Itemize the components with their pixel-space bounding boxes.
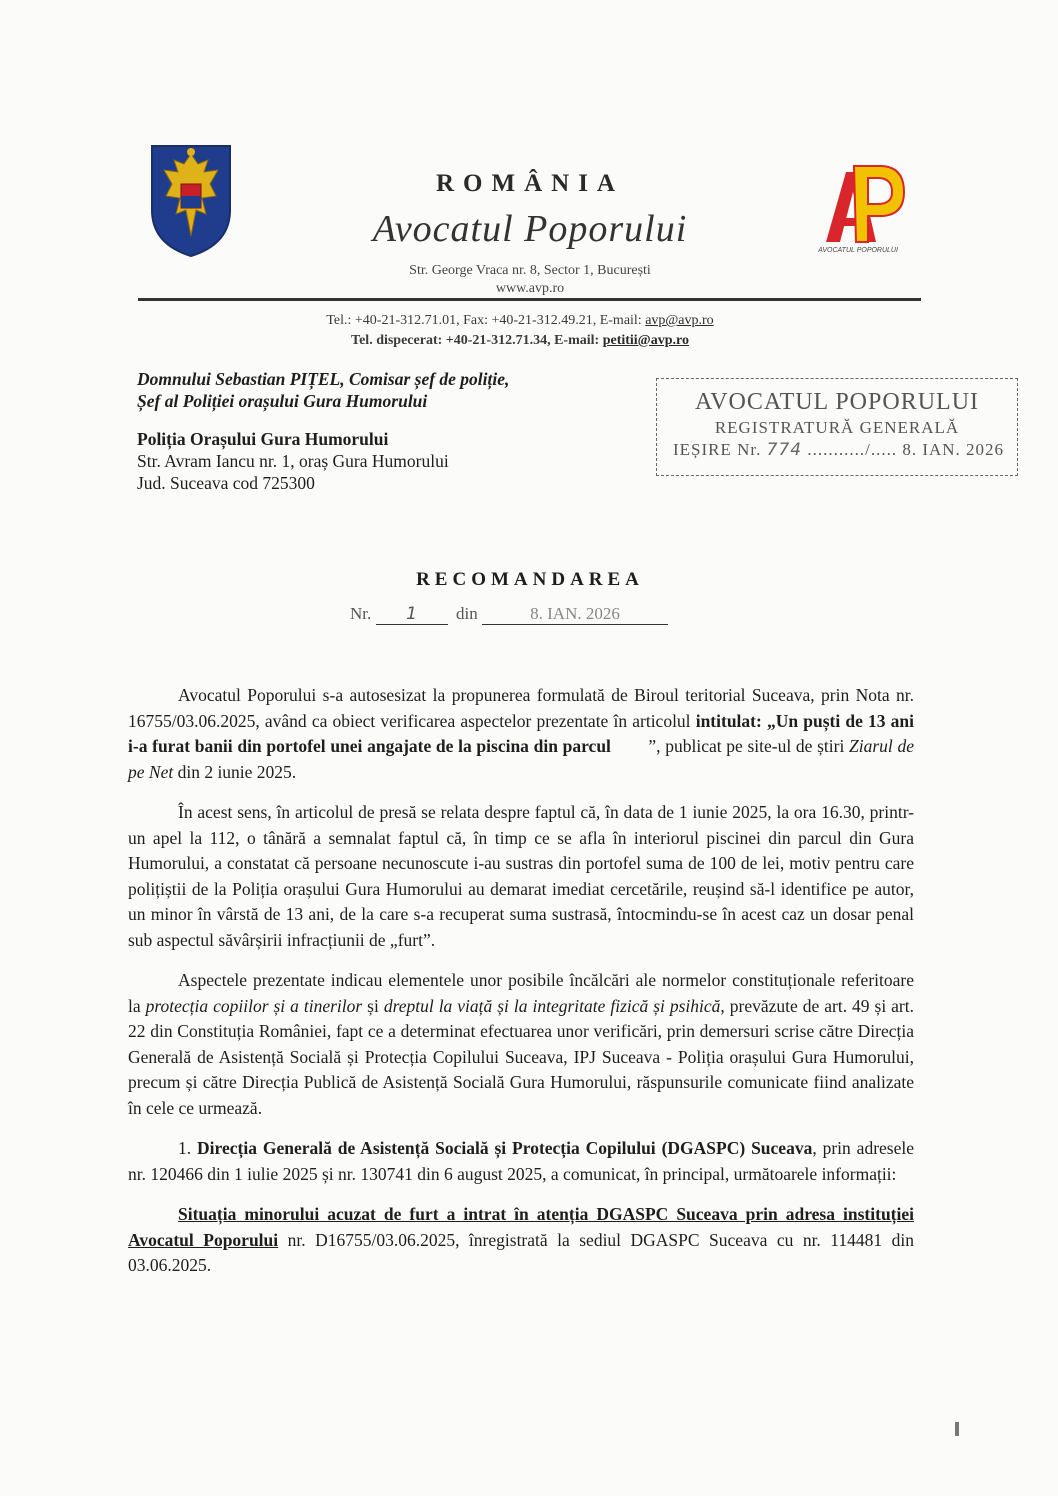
contact-line-1: Tel.: +40-21-312.71.01, Fax: +40-21-312.49.21, E-mail: (326, 313, 646, 328)
addressee-line-1: Domnului Sebastian PIȚEL, Comisar șef de poliție, (137, 369, 510, 389)
p3-text-c: și (362, 995, 384, 1016)
p1-text-e: din 2 iunie 2025. (173, 761, 297, 782)
paragraph-3 (128, 968, 914, 1121)
document-number-line (350, 604, 710, 625)
paragraph-1 (128, 683, 914, 785)
document-body (128, 683, 914, 1294)
website-line: www.avp.ro (495, 281, 565, 296)
p1-source-name: Ziarul de pe Net (128, 736, 914, 782)
contact-block (200, 311, 840, 351)
addressee-street: Str. Avram Iancu nr. 1, oraș Gura Humorului (137, 451, 449, 471)
p3-text-a: Aspectele prezentate indicau elementele unor posibile încălcări ale normelor constituționale referitoare la (128, 970, 914, 1016)
institution-address (330, 262, 730, 298)
email-link-avp[interactable]: avp@avp.ro (645, 313, 714, 328)
paragraph-4 (128, 1136, 914, 1187)
registration-stamp (656, 378, 1018, 476)
coat-of-arms-icon (146, 140, 236, 260)
paragraph-2: În acest sens, în articolul de presă se relata despre faptul că, în data de 1 iunie 2025, la ora 16.30, printr-un apel la 112, o tânără a semnalat faptul că, în timp ce se afla în interiorul piscinei din parcul din Gura Humorului, a constatat că persoane necunoscute i-au sustras din portofel suma de 100 de lei, motiv pentru care polițiștii de la Poliția orașului Gura Humorului au demarat imediat cercetările, reușind să-l identifice pe autor, un minor în vârstă de 13 ani, de la care s-a recuperat suma sustrasă, întocmindu-se în acest caz un dosar penal sub aspectul săvârșirii infracțiunii de „furt”. (128, 802, 914, 950)
svg-text:AVOCATUL POPORULUI: AVOCATUL POPORULUI (818, 247, 898, 254)
nr-value: 1 (406, 604, 417, 624)
addressee-line-2: Șef al Poliției orașului Gura Humorului (137, 391, 428, 411)
addressee-county: Jud. Suceava cod 725300 (137, 473, 315, 493)
address-line: Str. George Vraca nr. 8, Sector 1, București (409, 263, 651, 278)
stamp-title: AVOCATUL POPORULUI (694, 389, 980, 415)
stamp-subtitle: REGISTRATURĂ GENERALĂ (714, 418, 960, 437)
p4-text-c: , prin adresele nr. 120466 din 1 iulie 2025 și nr. 130741 din 6 august 2025, a comunicat, în principal, următoarele informații: (128, 1138, 915, 1184)
p1-text-a: Avocatul Poporului s-a autosesizat la propunerea formulată de Biroul teritorial Suceava, prin Nota nr. 16755/03.06.2025, având ca obiect verificarea aspectelor prezentate în articolul (128, 685, 914, 731)
din-label: din (456, 604, 478, 623)
p1-article-title: intitulat: „Un puști de 13 ani i-a furat banii din portofel unei angajate de la piscina din parcul (128, 710, 914, 756)
p1-text-c: ”, publicat pe site-ul de știri (648, 736, 850, 756)
avocatul-poporului-logo (806, 152, 910, 256)
nr-label: Nr. (350, 604, 372, 623)
document-title: RECOMANDAREA (416, 569, 644, 590)
stamp-date: 8. IAN. 2026 (902, 440, 1005, 459)
p4-institution: Direcția Generală de Asistență Socială și Protecția Copilului (DGASPC) Suceava (197, 1138, 813, 1158)
p3-italic-1: protecția copiilor și a tinerilor (145, 995, 363, 1016)
p3-italic-2: dreptul la viață și la integritate fizică și psihică (383, 995, 721, 1016)
stamp-exit-line: IEȘIRE Nr. 774 .........../..... 8. IAN. 2026 (673, 440, 1005, 460)
p5-underlined: Situația minorului acuzat de furt a intrat în atenția DGASPC Suceava prin adresa instituției Avocatul Poporului (128, 1204, 914, 1250)
paragraph-5 (128, 1202, 914, 1279)
stamp-number: 774 (766, 440, 803, 460)
contact-line-2: Tel. dispecerat: +40-21-312.71.34, E-mail: (351, 333, 603, 348)
email-link-petitii[interactable]: petitii@avp.ro (602, 333, 689, 348)
p4-number: 1. (178, 1138, 198, 1158)
document-date: 8. IAN. 2026 (530, 604, 620, 623)
p5-text-b: nr. D16755/03.06.2025, înregistrată la sediul DGASPC Suceava cu nr. 114481 din 03.06.2025. (128, 1229, 914, 1275)
page-mark (955, 1422, 959, 1436)
institution-name: Avocatul Poporului (372, 208, 688, 250)
p3-text-e: , prevăzute de art. 49 și art. 22 din Constituția României, fapt ce a determinat efectuarea unor verificări, prin demersuri scrise către Direcția Generală de Asistență Socială și Protecția Copilului Suceava, IPJ Suceava - Poliția orașului Gura Humorului, precum și către Direcția Publică de Asistență Socială Gura Humorului, răspunsurile comunicate fiind analizate în cele ce urmează. (128, 995, 914, 1118)
addressee-block (137, 368, 637, 494)
country-heading: ROMÂNIA (436, 170, 624, 197)
addressee-org: Poliția Orașului Gura Humorului (137, 429, 389, 449)
stamp-label: IEȘIRE Nr. (673, 440, 762, 459)
header-divider (138, 298, 921, 301)
